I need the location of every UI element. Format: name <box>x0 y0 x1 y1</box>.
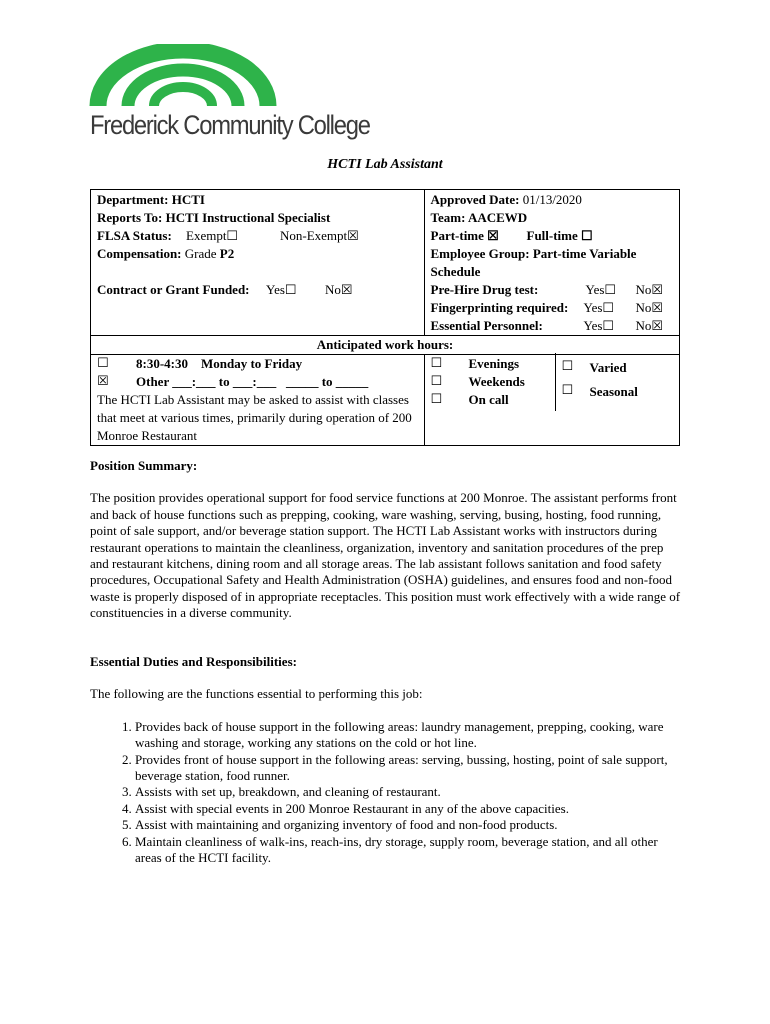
oncall-label: On call <box>468 392 509 407</box>
duties-list <box>90 719 682 867</box>
employee-group: Employee Group: Part-time Variable Schedule <box>430 246 637 279</box>
compensation-label: Compensation: <box>97 246 182 261</box>
contract-no-checkbox[interactable]: No☒ <box>325 282 353 297</box>
opt2-checkbox[interactable]: ☒ <box>97 374 109 389</box>
duty-item: 1. Provides back of house support in the following areas: laundry management, prepping, cooking, ware washing and storage, working any stations on the cold or hot line. <box>135 719 682 752</box>
fingerprinting-yes-checkbox[interactable]: Yes☐ <box>583 300 615 315</box>
schedule-note: The HCTI Lab Assistant may be asked to assist with classes that meet at various times, primarily during operation of 200 Monroe Restaurant <box>97 392 412 443</box>
parttime-checkbox[interactable]: Part-time ☒ <box>430 228 499 243</box>
evenings-checkbox[interactable]: ☐ <box>430 356 443 371</box>
duty-item: 5. Assist with maintaining and organizing inventory of food and non-food products. <box>135 817 682 833</box>
varied-checkbox[interactable]: ☐ <box>561 359 574 374</box>
opt2-label: Other ___:___ to ___:___ _____ to _____ <box>136 374 369 389</box>
college-logo <box>88 44 370 146</box>
hours-left-cell <box>91 355 425 446</box>
essential-yes-checkbox[interactable]: Yes☐ <box>583 318 615 333</box>
hours-right-cell <box>424 355 680 446</box>
drug-test-no-checkbox[interactable]: No☒ <box>635 282 664 297</box>
compensation-grade: P2 <box>219 246 235 261</box>
duty-item: 2. Provides front of house support in the following areas: serving, bussing, hosting, point of sale support, beverage station, food runner. <box>135 752 682 785</box>
flsa-exempt-checkbox[interactable]: Exempt☐ <box>186 228 239 243</box>
weekends-checkbox[interactable]: ☐ <box>430 374 443 389</box>
essential-personnel-label: Essential Personnel: <box>430 318 543 333</box>
seasonal-label: Seasonal <box>589 384 638 399</box>
department: Department: HCTI <box>97 192 205 207</box>
contract-yes-checkbox[interactable]: Yes☐ <box>266 282 297 297</box>
oncall-checkbox[interactable]: ☐ <box>430 392 443 407</box>
reports-to: Reports To: HCTI Instructional Specialist <box>97 210 331 225</box>
document-title: HCTI Lab Assistant <box>327 157 443 172</box>
fingerprinting-label: Fingerprinting required: <box>430 300 569 315</box>
essential-no-checkbox[interactable]: No☒ <box>635 318 664 333</box>
duties-intro: The following are the functions essential to performing this job: <box>90 686 423 702</box>
work-hours-heading: Anticipated work hours: <box>91 336 680 355</box>
compensation-value: Grade <box>184 246 217 261</box>
fingerprinting-no-checkbox[interactable]: No☒ <box>635 300 664 315</box>
position-summary-title: Position Summary: <box>90 458 198 473</box>
varied-label: Varied <box>589 360 627 375</box>
opt1-checkbox[interactable]: ☐ <box>97 356 109 371</box>
rainbow-arcs-icon <box>88 44 328 114</box>
evenings-label: Evenings <box>468 356 520 371</box>
flsa-label: FLSA Status: <box>97 228 172 243</box>
approved-date-value: 01/13/2020 <box>522 192 582 207</box>
drug-test-yes-checkbox[interactable]: Yes☐ <box>585 282 617 297</box>
seasonal-checkbox[interactable]: ☐ <box>561 383 574 398</box>
drug-test-label: Pre-Hire Drug test: <box>430 282 539 297</box>
weekends-label: Weekends <box>468 374 525 389</box>
approved-date-label: Approved Date: <box>430 192 520 207</box>
duties-section <box>90 654 682 866</box>
column-divider <box>555 353 557 411</box>
left-info-cell <box>91 190 425 336</box>
duty-item: 3. Assists with set up, breakdown, and cleaning of restaurant. <box>135 784 682 800</box>
team: Team: AACEWD <box>430 210 528 225</box>
position-summary-text: The position provides operational support for food service functions at 200 Monroe. The assistant performs front and back of house functions such as prepping, cooking, ware washing, serving, busing, hosting, food running, point of sale support, and/or beverage station support. The HCTI Lab Assistant works with instructors during restaurant operations to maintain the cleanliness, organization, inventory and sanitation procedures of the prep and restaurant kitchens, dining room and all storage areas. The lab assistant follows sanitation and food safety procedures, Occupational Safety and Health Administration (OSHA) guidelines, and ensures food and non-food waste is properly disposed of in appropriate receptacles. This position must work effectively with a wide range of constituencies in a diverse community. <box>90 490 681 621</box>
opt1-label: 8:30-4:30 Monday to Friday <box>136 356 303 371</box>
logo-wordmark: Frederick Community College <box>90 110 370 140</box>
contract-label: Contract or Grant Funded: <box>97 282 250 297</box>
duties-title: Essential Duties and Responsibilities: <box>90 654 297 669</box>
position-summary-section <box>90 458 682 622</box>
duty-item: 4. Assist with special events in 200 Monroe Restaurant in any of the above capacities. <box>135 801 682 817</box>
right-info-cell <box>424 190 680 336</box>
duty-item: 6. Maintain cleanliness of walk-ins, reach-ins, dry storage, supply room, beverage station, and all other areas of the HCTI facility. <box>135 834 682 867</box>
fulltime-checkbox[interactable]: Full-time ☐ <box>526 228 593 243</box>
job-info-table <box>90 189 680 446</box>
flsa-nonexempt-checkbox[interactable]: Non-Exempt☒ <box>280 228 359 243</box>
